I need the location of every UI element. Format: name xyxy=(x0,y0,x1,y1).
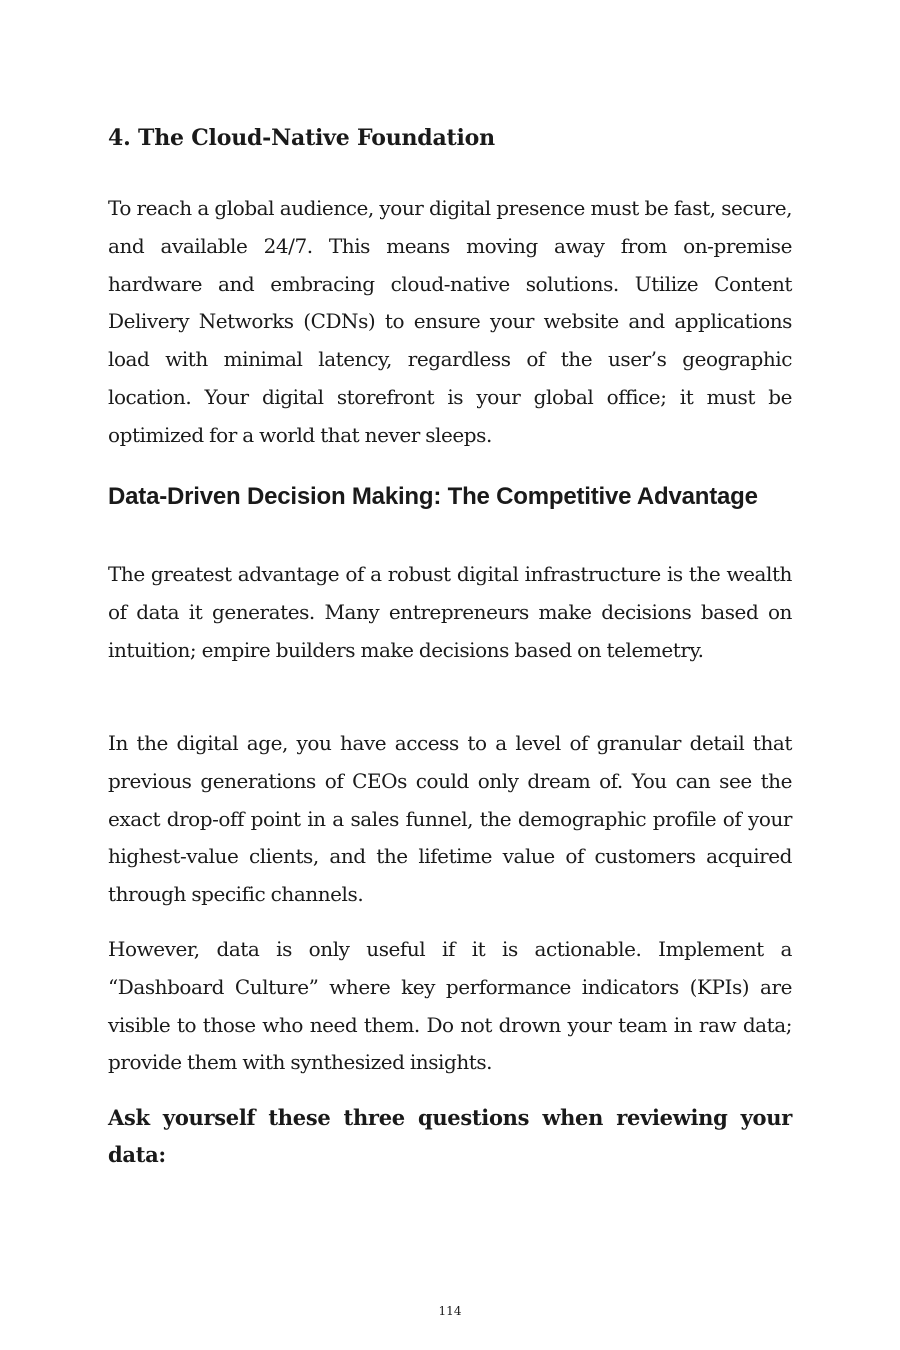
callout-question-lead: Ask yourself these three questions when reviewing your data: xyxy=(108,1105,792,1167)
page-number: 114 xyxy=(438,1304,462,1318)
section-title: 4. The Cloud-Native Foundation xyxy=(108,125,495,151)
document-page xyxy=(108,0,792,1350)
subsection-heading: Data-Driven Decision Making: The Competitive Advantage xyxy=(108,483,758,510)
body-paragraph: To reach a global audience, your digital presence must be fast, secure, and available 24/7. This means moving away from on-premise hardware and embracing cloud-native solutions. Utilize Content Delivery Networks (CDNs) to ensure your website and applications load with minimal latency, regardless of the user’s geographic location. Your digital storefront is your global office; it must be optimized for a world that never sleeps. xyxy=(108,196,792,447)
body-paragraph: In the digital age, you have access to a level of granular detail that previous generations of CEOs could only dream of. You can see the exact drop-off point in a sales funnel, the demographic profile of your highest-value clients, and the lifetime value of customers acquired through specific channels. xyxy=(108,731,792,907)
body-paragraph: The greatest advantage of a robust digital infrastructure is the wealth of data it generates. Many entrepreneurs make decisions based on intuition; empire builders make decisions based on telemetry. xyxy=(108,562,792,662)
body-paragraph: However, data is only useful if it is actionable. Implement a “Dashboard Culture” where key performance indicators (KPIs) are visible to those who need them. Do not drown your team in raw data; provide them with synthesized insights. xyxy=(108,937,792,1075)
